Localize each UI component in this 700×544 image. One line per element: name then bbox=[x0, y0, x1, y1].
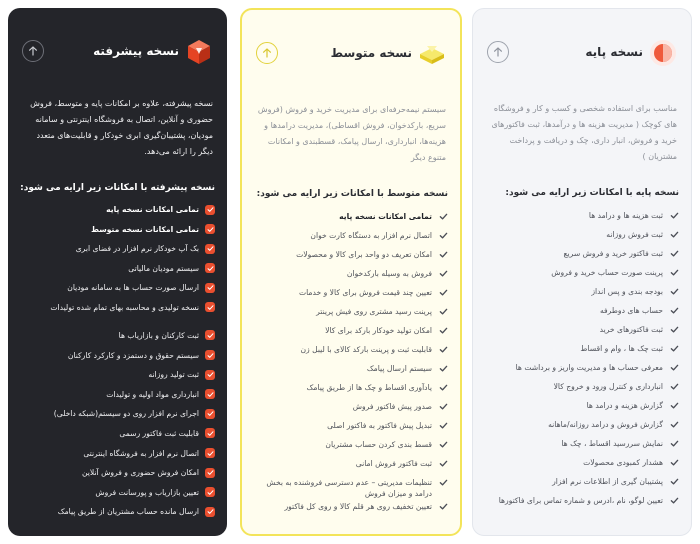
plan-description-basic: مناسب برای استفاده شخصی و کسب و کار و فروشگاه های کوچک ( مدیریت هزینه ها و درآمدها، ثبت فاکتورهای خرید و فروش، انبار داری، چک و دریافت و پرداخت مشتریان ) bbox=[491, 104, 677, 161]
plan-title-basic: نسخه پایه bbox=[585, 45, 643, 59]
feature-label: انبارداری و کنترل ورود و خروج کالا bbox=[553, 382, 663, 391]
plan-title-advanced: نسخه پیشرفته bbox=[93, 44, 179, 58]
check-icon bbox=[205, 263, 215, 273]
feature-label: پشتیبان گیری از اطلاعات نرم افزار bbox=[552, 477, 663, 486]
plan-header-basic bbox=[487, 39, 677, 69]
feature-item bbox=[252, 268, 448, 287]
check-icon bbox=[205, 244, 215, 254]
feature-label: نمایش سررسید اقساط ، چک ها bbox=[561, 439, 663, 448]
feature-item bbox=[483, 400, 679, 419]
feature-item bbox=[252, 382, 448, 401]
check-icon bbox=[438, 269, 448, 279]
feature-label: ثبت فاکتور خرید و فروش سریع bbox=[563, 249, 663, 258]
feature-item bbox=[483, 229, 679, 248]
feature-item bbox=[252, 458, 448, 477]
feature-item bbox=[483, 324, 679, 343]
feature-label: ثبت کارکنان و بازاریاب ها bbox=[118, 330, 199, 340]
check-icon bbox=[669, 268, 679, 278]
feature-label: ثبت چک ها ، وام و اقساط bbox=[580, 344, 663, 353]
feature-label: بک آپ خودکار نرم افزار در فضای ابری bbox=[75, 244, 199, 254]
feature-label: صدور پیش فاکتور فروش bbox=[352, 402, 432, 411]
feature-item bbox=[18, 428, 215, 448]
feature-item bbox=[252, 211, 448, 230]
feature-label: پرینت صورت حساب خرید و فروش bbox=[551, 268, 663, 277]
feature-item bbox=[252, 306, 448, 325]
check-icon bbox=[205, 205, 215, 215]
feature-label: حساب های دوطرفه bbox=[599, 306, 663, 315]
mid-plan-logo-icon bbox=[418, 40, 446, 68]
check-icon bbox=[205, 224, 215, 234]
feature-item bbox=[252, 363, 448, 382]
feature-label: سیستم مودیان مالیاتی bbox=[128, 263, 199, 273]
feature-item bbox=[18, 302, 215, 330]
feature-label: تبدیل پیش فاکتور به فاکتور اصلی bbox=[327, 421, 432, 430]
feature-label: قسط بندی کردن حساب مشتریان bbox=[325, 440, 432, 449]
check-icon bbox=[438, 288, 448, 298]
feature-label: تعیین لوگو، نام ،ادرس و شماره تماس برای فاکتورها bbox=[498, 496, 663, 505]
check-icon bbox=[205, 468, 215, 478]
feature-label: تمامی امکانات نسخه پایه bbox=[106, 205, 199, 214]
plan-card-mid bbox=[240, 8, 462, 536]
feature-label: پرینت رسید مشتری روی فیش پرینتر bbox=[316, 307, 432, 316]
check-icon bbox=[438, 421, 448, 431]
feature-label: بودجه بندی و پس انداز bbox=[591, 287, 663, 296]
check-icon bbox=[438, 459, 448, 469]
check-icon bbox=[438, 231, 448, 241]
feature-label: امکان تولید خودکار بارکد برای کالا bbox=[325, 326, 432, 335]
feature-item bbox=[18, 224, 215, 244]
check-icon bbox=[205, 389, 215, 399]
feature-label: ثبت فاکتورهای خرید bbox=[599, 325, 663, 334]
check-icon bbox=[669, 496, 679, 506]
feature-item bbox=[18, 408, 215, 428]
features-heading-mid: نسخه متوسط با امکانات زیر ارایه می شود: bbox=[256, 189, 448, 199]
feature-label: امکان تعریف دو واحد برای کالا و محصولات bbox=[296, 250, 432, 259]
feature-item bbox=[483, 438, 679, 457]
feature-label: تعیین تخفیف روی هر قلم کالا و روی کل فاکتور bbox=[284, 502, 432, 511]
feature-item bbox=[18, 389, 215, 409]
feature-item bbox=[252, 477, 448, 501]
feature-label: سیستم حقوق و دستمزد و کارکرد کارکنان bbox=[67, 350, 199, 360]
feature-label: تعیین چند قیمت فروش برای کالا و خدمات bbox=[298, 288, 432, 297]
check-icon bbox=[669, 287, 679, 297]
check-icon bbox=[438, 440, 448, 450]
feature-item bbox=[18, 263, 215, 283]
plan-header-mid bbox=[256, 40, 446, 70]
feature-item bbox=[18, 506, 215, 526]
check-icon bbox=[438, 345, 448, 355]
check-icon bbox=[669, 382, 679, 392]
check-icon bbox=[205, 409, 215, 419]
plan-card-advanced bbox=[8, 8, 227, 536]
check-icon bbox=[669, 306, 679, 316]
check-icon bbox=[438, 212, 448, 222]
arrow-up-icon bbox=[492, 46, 504, 58]
arrow-up-icon bbox=[261, 47, 273, 59]
check-icon bbox=[205, 448, 215, 458]
check-icon bbox=[669, 344, 679, 354]
check-icon bbox=[205, 487, 215, 497]
feature-label: تعیین بازاریاب و پورسانت فروش bbox=[95, 487, 199, 497]
check-icon bbox=[438, 402, 448, 412]
feature-label: تمامی امکانات نسخه پایه bbox=[339, 212, 432, 221]
feature-item bbox=[483, 476, 679, 495]
feature-item bbox=[18, 350, 215, 370]
check-icon bbox=[438, 326, 448, 336]
feature-label: گزارش هزینه و درامد ها bbox=[586, 401, 663, 410]
check-icon bbox=[438, 383, 448, 393]
advanced-plan-logo-icon bbox=[185, 38, 213, 66]
check-icon bbox=[438, 502, 448, 512]
feature-list-advanced bbox=[18, 204, 215, 526]
feature-item bbox=[252, 287, 448, 306]
feature-item bbox=[18, 448, 215, 468]
feature-label: امکان فروش حضوری و فروش آنلاین bbox=[82, 468, 199, 478]
check-icon bbox=[205, 428, 215, 438]
feature-label: ثبت فاکتور فروش امانی bbox=[355, 459, 432, 468]
check-icon bbox=[669, 420, 679, 430]
check-icon bbox=[438, 250, 448, 260]
check-icon bbox=[669, 477, 679, 487]
check-icon bbox=[205, 330, 215, 340]
feature-label: ارسال مانده حساب مشتریان از طریق پیامک bbox=[57, 507, 199, 517]
check-icon bbox=[669, 439, 679, 449]
feature-label: ثبت تولید روزانه bbox=[148, 370, 199, 380]
plan-description-advanced: نسخه پیشرفته، علاوه بر امکانات پایه و متوسط، فروش حضوری و آنلاین، اتصال به فروشگاه اینترنتی و سامانه مودیان، پشتیبان‌گیری ابری خودکار و قابلیت‌های متعدد دیگر را ارائه می‌دهد. bbox=[30, 99, 213, 156]
check-icon bbox=[438, 364, 448, 374]
feature-item bbox=[483, 419, 679, 438]
feature-label: قابلیت ثبت و پرینت بارکد کالای با لیبل زن bbox=[300, 345, 432, 354]
feature-label: گزارش فروش و درامد روزانه/ماهانه bbox=[548, 420, 663, 429]
check-icon bbox=[669, 401, 679, 411]
feature-label: ثبت فروش روزانه bbox=[606, 230, 663, 239]
check-icon bbox=[205, 350, 215, 360]
feature-item bbox=[18, 330, 215, 350]
feature-label: اتصال نرم افزار به فروشگاه اینترنتی bbox=[83, 448, 199, 458]
feature-label: هشدار کمبودی محصولات bbox=[583, 458, 663, 467]
feature-item bbox=[18, 467, 215, 487]
check-icon bbox=[438, 478, 448, 488]
check-icon bbox=[669, 230, 679, 240]
plan-description-mid: سیستم نیمه‌حرفه‌ای برای مدیریت خرید و فروش (فروش سریع، بارکدخوان، فروش اقساطی)، مدیریت درامدها و هزینه‌ها، انبارداری، ارسال پیامک، قسطبندی و امکانات متنوع دیگر bbox=[257, 105, 446, 162]
check-icon bbox=[669, 211, 679, 221]
check-icon bbox=[669, 249, 679, 259]
feature-item bbox=[483, 210, 679, 229]
feature-label: سیستم ارسال پیامک bbox=[366, 364, 432, 373]
feature-item bbox=[483, 495, 679, 519]
feature-item bbox=[252, 230, 448, 249]
feature-label: یادآوری اقساط و چک ها از طریق پیامک bbox=[306, 383, 432, 392]
feature-list-basic bbox=[483, 210, 679, 519]
feature-label: قابلیت ثبت فاکتور رسمی bbox=[119, 428, 199, 438]
plan-title-mid: نسخه متوسط bbox=[330, 46, 412, 60]
check-icon bbox=[205, 370, 215, 380]
feature-label: انبارداری مواد اولیه و تولیدات bbox=[106, 389, 199, 399]
basic-plan-logo-icon bbox=[649, 39, 677, 67]
feature-item bbox=[252, 439, 448, 458]
feature-label: ثبت هزینه ها و درامد ها bbox=[588, 211, 663, 220]
feature-item bbox=[252, 501, 448, 520]
feature-label: فروش به وسیله بارکدخوان bbox=[346, 269, 432, 278]
check-icon bbox=[205, 507, 215, 517]
check-icon bbox=[438, 307, 448, 317]
feature-item bbox=[252, 249, 448, 268]
feature-item bbox=[18, 204, 215, 224]
feature-list-mid bbox=[252, 211, 448, 520]
features-heading-advanced: نسخه پیشرفته با امکانات زیر ارایه می شود: bbox=[20, 183, 215, 193]
feature-item bbox=[252, 325, 448, 344]
mid-plan-details-button[interactable] bbox=[256, 42, 278, 64]
features-heading-basic: نسخه پایه با امکانات زیر ارایه می شود: bbox=[505, 188, 679, 198]
feature-item bbox=[18, 487, 215, 507]
plan-card-basic bbox=[472, 8, 692, 536]
feature-item bbox=[18, 282, 215, 302]
feature-label: تنظیمات مدیریتی – عدم دسترسی فروشنده به بخش درامد و میزان فروش bbox=[266, 478, 432, 498]
check-icon bbox=[669, 325, 679, 335]
feature-item bbox=[483, 381, 679, 400]
feature-label: معرفی حساب ها و مدیریت واریز و برداشت ها bbox=[515, 363, 663, 372]
advanced-plan-details-button[interactable] bbox=[22, 40, 44, 62]
check-icon bbox=[669, 363, 679, 373]
feature-item bbox=[252, 401, 448, 420]
feature-item bbox=[483, 343, 679, 362]
arrow-up-icon bbox=[27, 45, 39, 57]
feature-item bbox=[18, 369, 215, 389]
plan-header-advanced bbox=[22, 38, 213, 68]
feature-label: ارسال صورت حساب ها به سامانه مودیان bbox=[67, 283, 199, 293]
feature-item bbox=[252, 344, 448, 363]
feature-item bbox=[483, 305, 679, 324]
check-icon bbox=[669, 458, 679, 468]
feature-item bbox=[18, 243, 215, 263]
basic-plan-details-button[interactable] bbox=[487, 41, 509, 63]
feature-item bbox=[483, 248, 679, 267]
feature-label: تمامی امکانات نسخه متوسط bbox=[91, 224, 199, 234]
feature-label: اتصال نرم افزار به دستگاه کارت خوان bbox=[310, 231, 432, 240]
feature-label: نسخه تولیدی و محاسبه بهای تمام شده تولیدات bbox=[50, 302, 199, 312]
feature-item bbox=[483, 362, 679, 381]
feature-item bbox=[483, 286, 679, 305]
feature-label: اجرای نرم افزار روی دو سیستم(شبکه داخلی) bbox=[53, 409, 199, 419]
feature-item bbox=[252, 420, 448, 439]
feature-item bbox=[483, 457, 679, 476]
feature-item bbox=[483, 267, 679, 286]
check-icon bbox=[205, 302, 215, 312]
check-icon bbox=[205, 283, 215, 293]
